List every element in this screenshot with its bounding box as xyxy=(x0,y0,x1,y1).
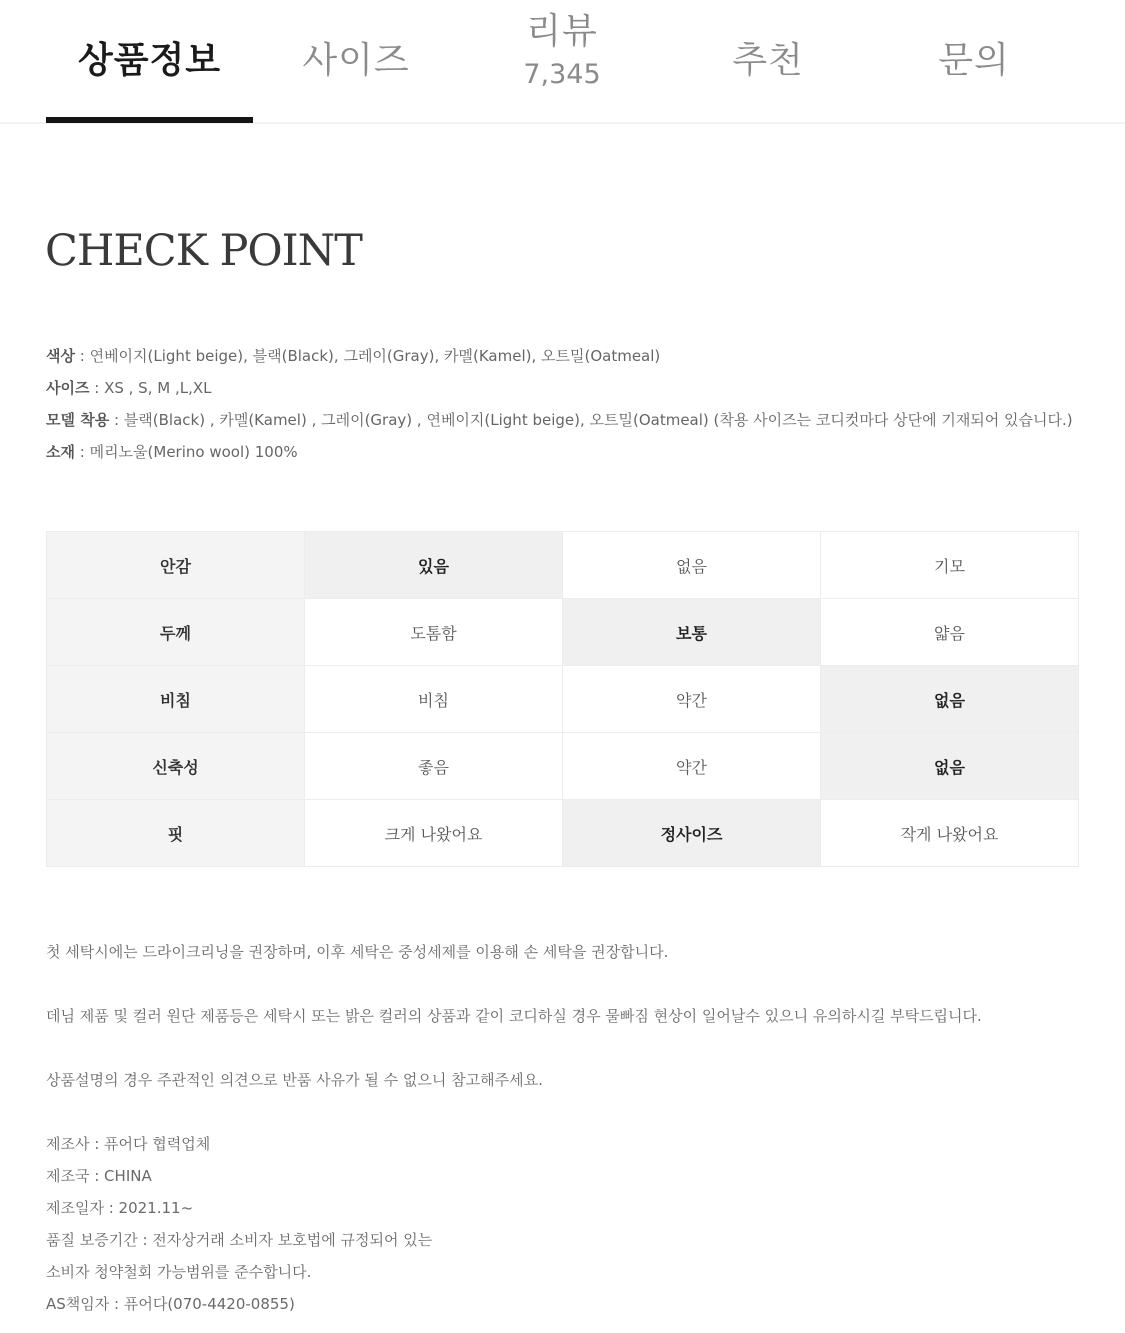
attribute-option: 기모 xyxy=(821,532,1079,599)
info-manufacture-date: 제조일자 : 2021.11~ xyxy=(46,1199,194,1217)
attribute-option-selected: 없음 xyxy=(821,666,1079,733)
active-tab-indicator xyxy=(46,117,253,123)
tab-product-info[interactable] xyxy=(46,0,253,122)
attribute-option-selected: 보통 xyxy=(563,599,821,666)
attribute-name: 안감 xyxy=(47,532,305,599)
attribute-option: 비침 xyxy=(305,666,563,733)
attribute-name: 핏 xyxy=(47,800,305,867)
product-tab-bar xyxy=(0,0,1125,124)
info-warranty: 품질 보증기간 : 전자상거래 소비자 보호법에 규정되어 있는 xyxy=(46,1231,433,1249)
spec-value: : XS , S, M ,L,XL xyxy=(89,379,212,397)
attribute-option-selected: 정사이즈 xyxy=(563,800,821,867)
attribute-option: 크게 나왔어요 xyxy=(305,800,563,867)
spec-color xyxy=(46,340,1086,372)
info-as-contact: AS책임자 : 퓨어다(070-4420-0855) xyxy=(46,1295,295,1313)
info-warranty-cont: 소비자 청약철회 가능범위를 준수합니다. xyxy=(46,1263,312,1281)
attribute-option-selected: 없음 xyxy=(821,733,1079,800)
tab-label: 상품정보 xyxy=(77,40,222,81)
care-note: 첫 세탁시에는 드라이크리닝을 권장하며, 이후 세탁은 중성세제를 이용해 손 세탁을 권장합니다. xyxy=(46,943,669,961)
fabric-attribute-table xyxy=(46,531,1079,867)
care-notes xyxy=(46,938,1086,1130)
product-specs xyxy=(46,340,1086,468)
tab-review[interactable] xyxy=(459,0,665,122)
attribute-option: 약간 xyxy=(563,666,821,733)
tab-recommend[interactable] xyxy=(665,0,871,122)
care-note: 데님 제품 및 컬러 원단 제품등은 세탁시 또는 밝은 컬러의 상품과 같이 코디하실 경우 물빠짐 현상이 일어날수 있으니 유의하시길 부탁드립니다. xyxy=(46,1007,982,1025)
attribute-option: 좋음 xyxy=(305,733,563,800)
spec-material xyxy=(46,436,1086,468)
attribute-name: 비침 xyxy=(47,666,305,733)
spec-key: 색상 xyxy=(46,347,75,365)
attribute-option: 얇음 xyxy=(821,599,1079,666)
spec-key: 모델 착용 xyxy=(46,411,110,429)
attribute-option: 없음 xyxy=(563,532,821,599)
tab-size[interactable] xyxy=(253,0,459,122)
review-count: 7,345 xyxy=(523,59,601,90)
tab-label: 리뷰 xyxy=(526,11,598,52)
table-row xyxy=(47,800,1079,867)
spec-key: 소재 xyxy=(46,443,75,461)
care-note: 상품설명의 경우 주관적인 의견으로 반품 사유가 될 수 없으니 참고해주세요. xyxy=(46,1071,543,1089)
manufacturer-info xyxy=(46,1128,1086,1320)
attribute-option: 약간 xyxy=(563,733,821,800)
table-row xyxy=(47,599,1079,666)
spec-value: : 연베이지(Light beige), 블랙(Black), 그레이(Gray), 카멜(Kamel), 오트밀(Oatmeal) xyxy=(74,347,661,365)
attribute-name: 두께 xyxy=(47,599,305,666)
info-manufacturer: 제조사 : 퓨어다 협력업체 xyxy=(46,1135,211,1153)
attribute-option-selected: 있음 xyxy=(305,532,563,599)
attribute-option: 도톰함 xyxy=(305,599,563,666)
attribute-name: 신축성 xyxy=(47,733,305,800)
tab-inquiry[interactable] xyxy=(871,0,1077,122)
info-country: 제조국 : CHINA xyxy=(46,1167,152,1185)
table-row xyxy=(47,733,1079,800)
check-point-heading: CHECK POINT xyxy=(45,226,362,276)
table-row xyxy=(47,666,1079,733)
spec-model-wear xyxy=(46,404,1086,436)
tab-label: 추천 xyxy=(732,40,804,81)
tab-label: 사이즈 xyxy=(302,40,410,81)
attribute-option: 작게 나왔어요 xyxy=(821,800,1079,867)
spec-value: : 메리노울(Merino wool) 100% xyxy=(74,443,298,461)
tab-label: 문의 xyxy=(938,40,1010,81)
spec-size xyxy=(46,372,1086,404)
table-row xyxy=(47,532,1079,599)
spec-value: : 블랙(Black) , 카멜(Kamel) , 그레이(Gray) , 연베이지(Light beige), 오트밀(Oatmeal) (착용 사이즈는 코디컷마다 상단에 기재되어 있습니다.) xyxy=(109,411,1073,429)
spec-key: 사이즈 xyxy=(46,379,90,397)
